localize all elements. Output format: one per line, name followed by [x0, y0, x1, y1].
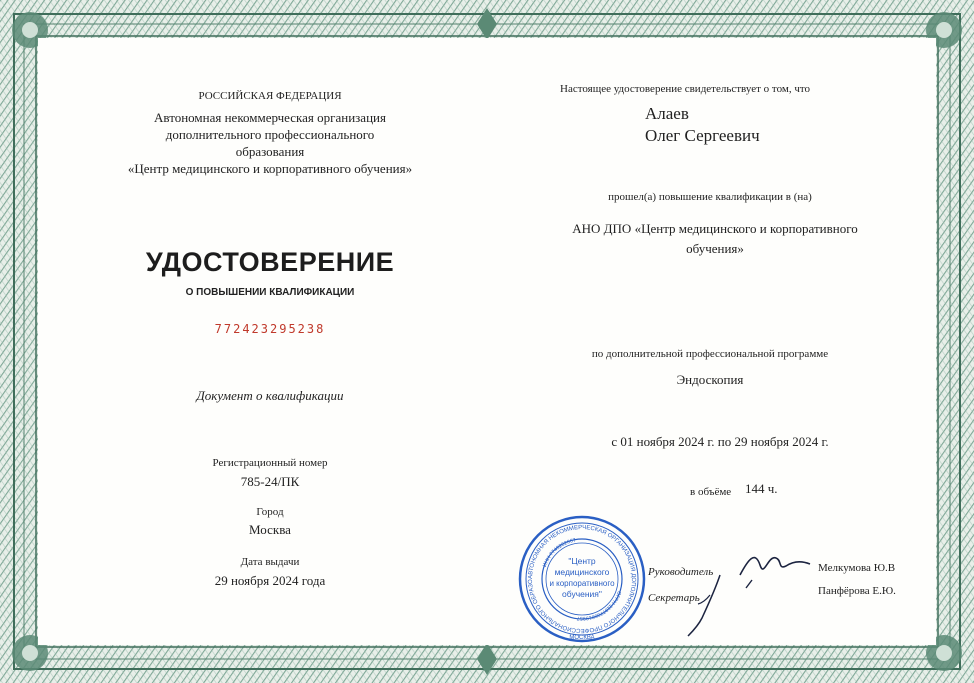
org-line-3: образования	[235, 144, 305, 159]
head-label: Руководитель	[648, 566, 714, 578]
stamp-seal	[517, 514, 647, 644]
stamp-ring-text: АВТОНОМНАЯ НЕКОММЕРЧЕСКАЯ ОРГАНИЗАЦИЯ ДОПОЛНИТЕЛЬНОГО ПРОФЕССИОНАЛЬНОГО ОБРАЗО	[527, 524, 637, 634]
stamp-center-2: медицинского	[554, 567, 610, 577]
holder-surname: Алаев	[645, 104, 689, 123]
stamp-center-1: "Центр	[568, 556, 596, 566]
country-heading: РОССИЙСКАЯ ФЕДЕРАЦИЯ	[198, 90, 342, 102]
holder-name: Олег Сергеевич	[645, 126, 760, 145]
training-period: с 01 ноября 2024 г. по 29 ноября 2024 г.	[611, 434, 829, 449]
org-line-4: «Центр медицинского и корпоративного обучения»	[127, 161, 413, 176]
volume-value: 144 ч.	[745, 481, 778, 496]
stamp-center-4: обучения"	[562, 589, 602, 599]
program-label: по дополнительной профессиональной программе	[591, 348, 829, 360]
document-type: Документ о квалификации	[196, 388, 344, 403]
document-subtitle: О ПОВЫШЕНИИ КВАЛИФИКАЦИИ	[185, 287, 355, 298]
certifies-text: Настоящее удостоверение свидетельствует о том, что	[560, 83, 811, 95]
stamp-city: МОСКВА	[569, 635, 595, 641]
organization-stamp	[517, 514, 647, 644]
registration-number: 785-24/ПК	[240, 474, 300, 489]
stamp-ogrn: ОГРН 1187700019957	[576, 590, 622, 622]
secretary-name: Панфёрова Е.Ю.	[818, 585, 896, 597]
training-org-line-1: АНО ДПО «Центр медицинского и корпоративного	[572, 221, 858, 236]
stamp-center-3: и корпоративного	[549, 579, 615, 588]
registration-label: Регистрационный номер	[212, 457, 328, 469]
city-value: Москва	[249, 522, 291, 537]
head-signature	[730, 540, 820, 590]
secretary-signature	[680, 570, 730, 640]
org-line-2: дополнительного профессионального	[165, 127, 375, 142]
org-line-1: Автономная некоммерческая организация	[154, 110, 386, 125]
document-title: УДОСТОВЕРЕНИЕ	[145, 247, 395, 277]
head-name: Мелкумова Ю.В	[818, 562, 896, 574]
volume-label: в объёме	[690, 486, 732, 498]
issue-date: 29 ноября 2024 года	[214, 573, 326, 588]
stamp-inn: ИНН 7743282667	[542, 537, 577, 568]
passed-text: прошел(а) повышение квалификации в (на)	[608, 191, 812, 203]
training-org-line-2: обучения»	[686, 241, 744, 256]
issue-date-label: Дата выдачи	[240, 556, 300, 568]
serial-number: 772423295238	[214, 322, 326, 336]
program-name: Эндоскопия	[676, 372, 744, 387]
secretary-label: Секретарь	[648, 592, 700, 604]
city-label: Город	[256, 506, 284, 518]
